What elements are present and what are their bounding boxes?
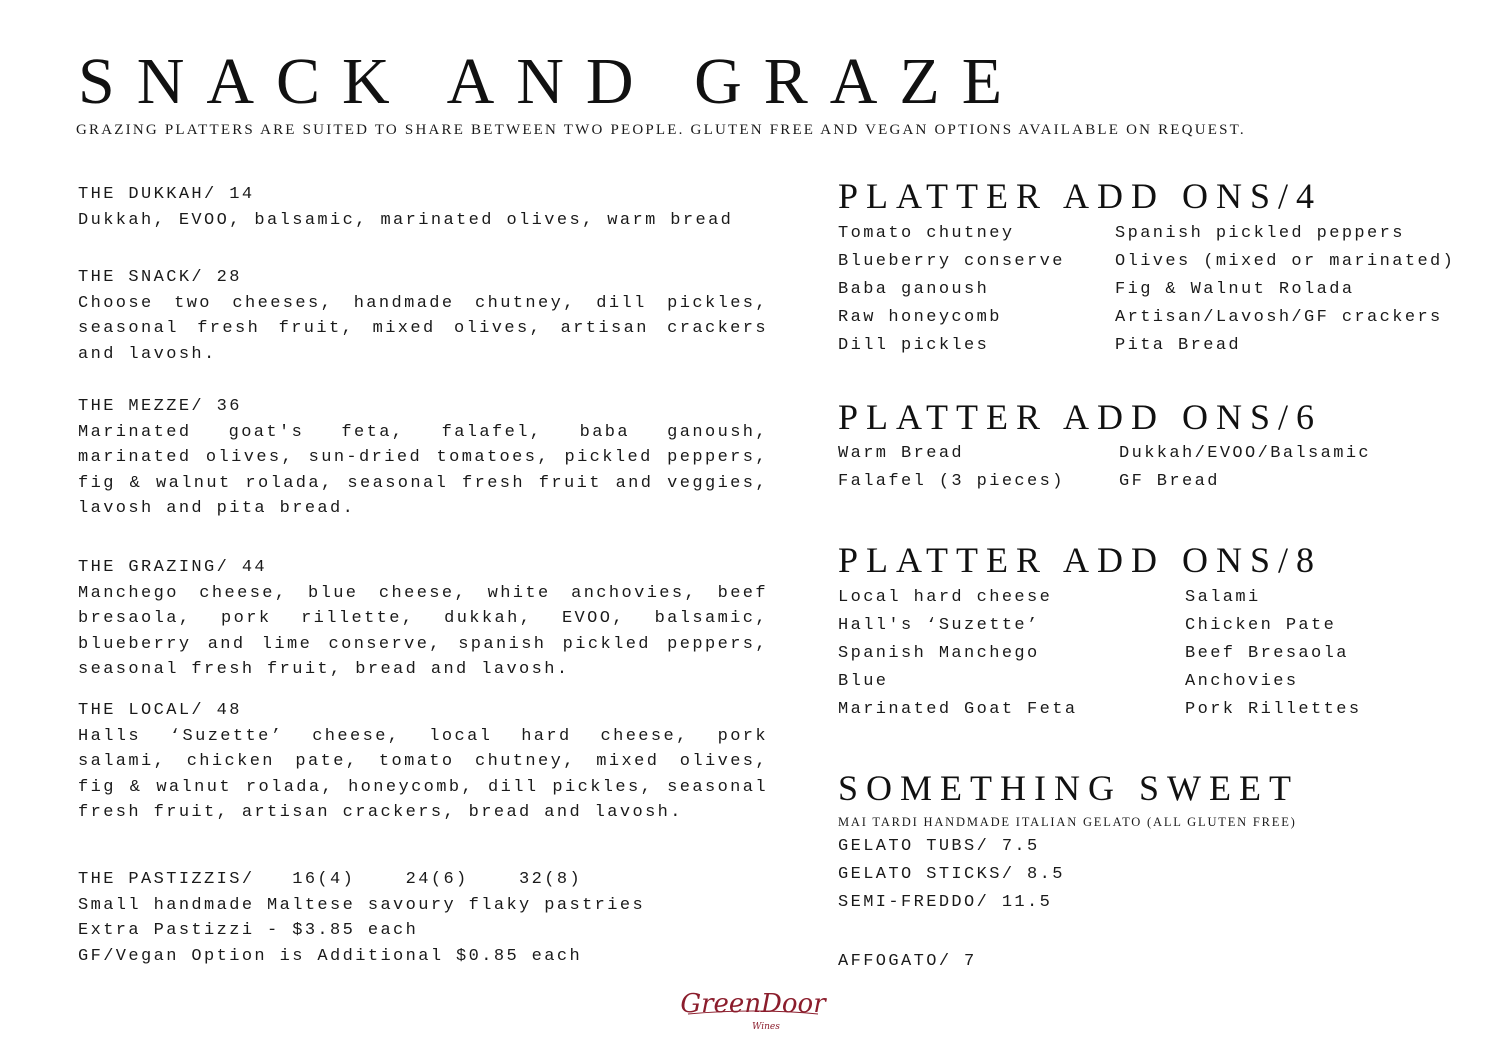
platter-heading: THE DUKKAH/ 14 bbox=[78, 185, 255, 204]
list-item: Marinated Goat Feta bbox=[838, 700, 1078, 719]
platter-heading: THE MEZZE/ 36 bbox=[78, 397, 242, 416]
list-item: Artisan/Lavosh/GF crackers bbox=[1115, 308, 1443, 327]
list-item: Warm Bread bbox=[838, 444, 965, 463]
list-item: Falafel (3 pieces) bbox=[838, 472, 1065, 491]
list-item: GF Bread bbox=[1119, 472, 1220, 491]
addons-8-heading: PLATTER ADD ONS/8 bbox=[838, 540, 1323, 580]
pastizzi-extra-price: Extra Pastizzi - $3.85 each bbox=[78, 921, 419, 940]
list-item: Pita Bread bbox=[1115, 336, 1242, 355]
gelato-note: MAI TARDI HANDMADE ITALIAN GELATO (ALL GLUTEN FREE) bbox=[838, 815, 1297, 829]
platter-snack bbox=[78, 265, 768, 367]
platter-heading: THE PASTIZZIS/ 16(4) 24(6) 32(8) bbox=[78, 870, 583, 889]
addons-8-left-list bbox=[838, 584, 1077, 724]
addons-6-heading: PLATTER ADD ONS/6 bbox=[838, 397, 1323, 437]
list-item: Blueberry conserve bbox=[838, 252, 1065, 271]
list-item: Dill pickles bbox=[838, 336, 990, 355]
platter-heading: THE GRAZING/ 44 bbox=[78, 558, 268, 577]
list-item: SEMI-FREDDO/ 11.5 bbox=[838, 893, 1053, 912]
platter-description: Marinated goat's feta, falafel, baba ganoush, marinated olives, sun-dried tomatoes, pickled peppers, fig & walnut rolada, seasonal fresh fruit and veggies, lavosh and pita bread. bbox=[78, 422, 768, 518]
list-item: Spanish Manchego bbox=[838, 644, 1040, 663]
platter-description: Dukkah, EVOO, balsamic, marinated olives, warm bread bbox=[78, 210, 734, 230]
addons-8-right-list bbox=[1185, 584, 1361, 724]
addons-4-right-list bbox=[1115, 220, 1455, 360]
list-item: Local hard cheese bbox=[838, 588, 1053, 607]
logo-subtext: Wines bbox=[752, 1022, 780, 1032]
platter-dukkah bbox=[78, 182, 768, 233]
list-item: Beef Bresaola bbox=[1185, 644, 1349, 663]
page-title: SNACK AND GRAZE bbox=[78, 45, 1025, 118]
list-item: Tomato chutney bbox=[838, 224, 1015, 243]
list-item: Pork Rillettes bbox=[1185, 700, 1362, 719]
list-item: Fig & Walnut Rolada bbox=[1115, 280, 1355, 299]
platter-description: Halls ‘Suzette’ cheese, local hard cheese, pork salami, chicken pate, tomato chutney, mixed olives, fig & walnut rolada, honeycomb, dill pickles, seasonal fresh fruit, artisan crackers, bread and lavosh. bbox=[78, 726, 768, 822]
addons-4-heading: PLATTER ADD ONS/4 bbox=[838, 176, 1323, 216]
pastizzi-gf-vegan-note: GF/Vegan Option is Additional $0.85 each bbox=[78, 946, 583, 966]
list-item: Hall's ‘Suzette’ bbox=[838, 616, 1040, 635]
page-subtitle: GRAZING PLATTERS ARE SUITED TO SHARE BETWEEN TWO PEOPLE. GLUTEN FREE AND VEGAN OPTIONS AVAILABLE ON REQUEST. bbox=[76, 122, 1246, 138]
platter-description: Choose two cheeses, handmade chutney, dill pickles, seasonal fresh fruit, mixed olives, artisan crackers and lavosh. bbox=[78, 293, 768, 364]
list-item: Spanish pickled peppers bbox=[1115, 224, 1405, 243]
platter-heading: THE LOCAL/ 48 bbox=[78, 701, 242, 720]
addons-4-left-list bbox=[838, 220, 1065, 360]
platter-pastizzis bbox=[78, 867, 768, 969]
list-item: Dukkah/EVOO/Balsamic bbox=[1119, 444, 1372, 463]
list-item: Anchovies bbox=[1185, 672, 1299, 691]
pastizzi-description: Small handmade Maltese savoury flaky pastries bbox=[78, 895, 646, 915]
something-sweet-heading: SOMETHING SWEET bbox=[838, 768, 1299, 808]
green-door-logo bbox=[668, 984, 838, 1034]
list-item: Blue bbox=[838, 672, 889, 691]
addons-6-left-list bbox=[838, 440, 1065, 496]
list-item: GELATO STICKS/ 8.5 bbox=[838, 865, 1065, 884]
platter-local bbox=[78, 698, 768, 826]
list-item: GELATO TUBS/ 7.5 bbox=[838, 837, 1040, 856]
platter-grazing bbox=[78, 555, 768, 683]
list-item: Baba ganoush bbox=[838, 280, 990, 299]
list-item: Chicken Pate bbox=[1185, 616, 1337, 635]
logo-text: GreenDoor bbox=[680, 989, 826, 1019]
platter-description: Manchego cheese, blue cheese, white anchovies, beef bresaola, pork rillette, dukkah, EVOO, balsamic, blueberry and lime conserve, spanish pickled peppers, seasonal fresh fruit, bread and lavosh. bbox=[78, 583, 768, 679]
sweet-list bbox=[838, 833, 1065, 917]
addons-6-right-list bbox=[1119, 440, 1371, 496]
platter-mezze bbox=[78, 394, 768, 522]
platter-heading: THE SNACK/ 28 bbox=[78, 268, 242, 287]
list-item: Salami bbox=[1185, 588, 1261, 607]
list-item: Olives (mixed or marinated) bbox=[1115, 252, 1456, 271]
affogato-item: AFFOGATO/ 7 bbox=[838, 952, 977, 971]
list-item: Raw honeycomb bbox=[838, 308, 1002, 327]
